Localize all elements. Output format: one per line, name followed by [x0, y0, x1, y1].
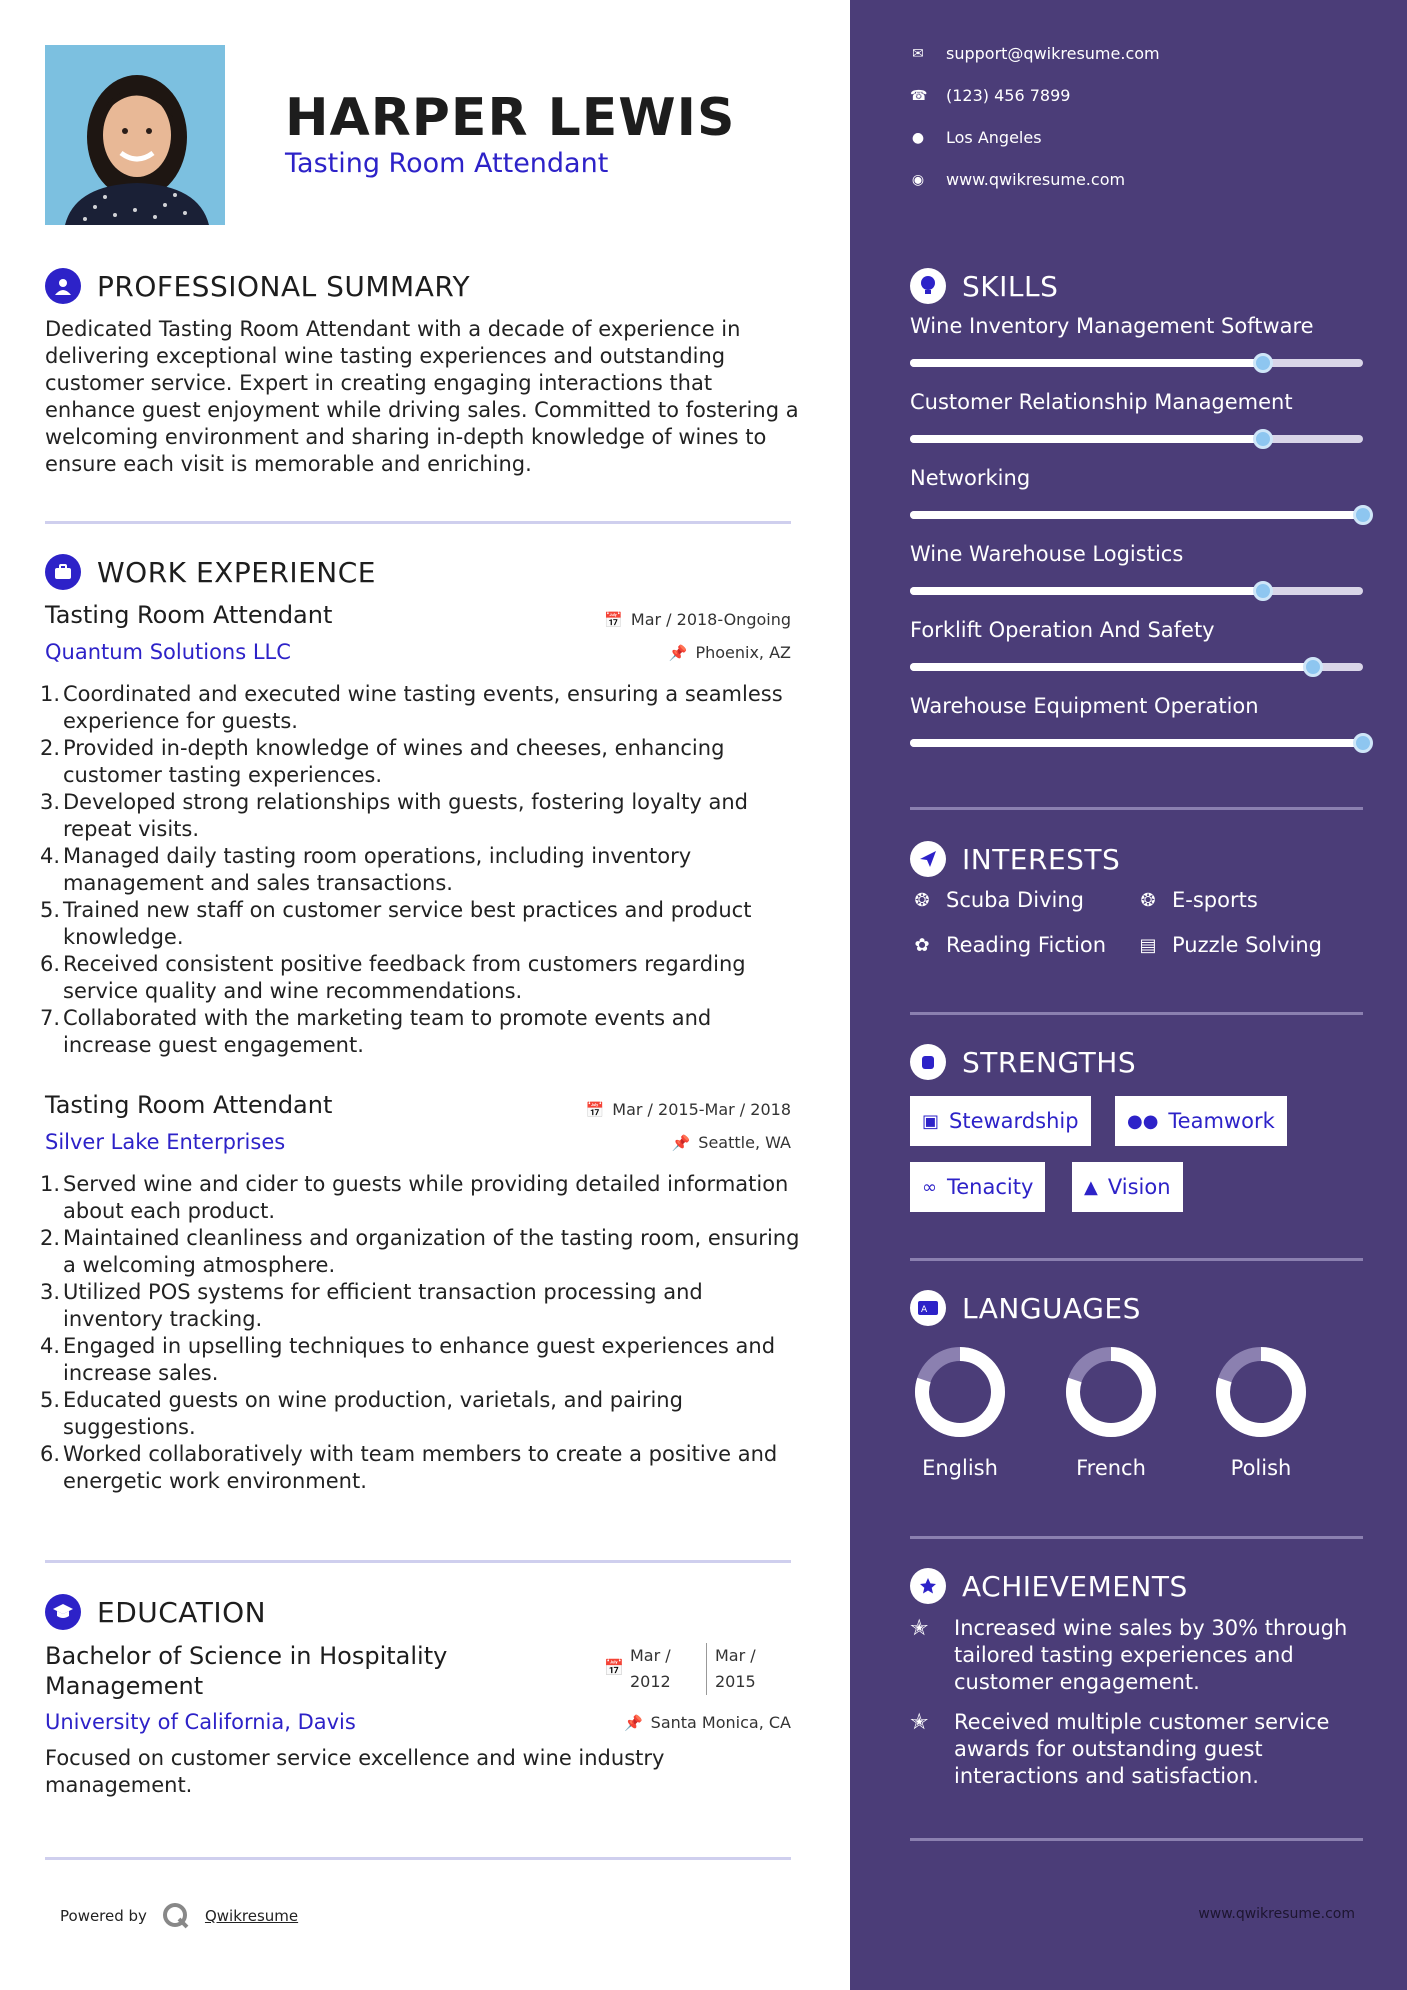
- qwikresume-link[interactable]: Qwikresume: [204, 1907, 299, 1925]
- achievement-item: [910, 1709, 1363, 1790]
- strength-tag: [910, 1162, 1045, 1212]
- strength-label: Vision: [1107, 1175, 1171, 1199]
- job-role: Tasting Room Attendant: [45, 1091, 333, 1119]
- skill-label: Wine Warehouse Logistics: [910, 542, 1184, 566]
- contact-website: [910, 170, 1125, 189]
- bullet-text: Engaged in upselling techniques to enhance guest experiences and increase sales.: [63, 1334, 776, 1385]
- language-label: French: [1076, 1456, 1146, 1480]
- job-location: [669, 643, 791, 662]
- calendar-icon: 📅: [604, 1658, 624, 1677]
- divider: [910, 1536, 1363, 1539]
- skill-label: Customer Relationship Management: [910, 390, 1293, 414]
- education-title: EDUCATION: [97, 1595, 267, 1629]
- contact-location-text: Los Angeles: [946, 128, 1042, 147]
- skill-bar: [910, 587, 1363, 595]
- interests-title: INTERESTS: [962, 842, 1121, 876]
- candidate-title: Tasting Room Attendant: [285, 148, 609, 179]
- job-bullet-list: [40, 1171, 800, 1495]
- skill-level-knob: [1253, 429, 1273, 449]
- pin-icon: 📌: [668, 643, 688, 662]
- bullet-number: 3.: [40, 790, 61, 814]
- footer-website[interactable]: www.qwikresume.com: [1198, 1906, 1355, 1922]
- interests-heading: [910, 841, 1120, 877]
- languages-title: LANGUAGES: [962, 1291, 1141, 1325]
- strength-label: Teamwork: [1168, 1109, 1275, 1133]
- graduation-cap-icon: [45, 1594, 81, 1630]
- degree-line: Management: [45, 1672, 204, 1700]
- qwikresume-logo-icon: [161, 1901, 191, 1931]
- edu-start-month: Mar /: [630, 1646, 671, 1665]
- bullet-number: 2.: [40, 1226, 61, 1250]
- candidate-name: HARPER LEWIS: [285, 88, 736, 148]
- strengths-title: STRENGTHS: [962, 1045, 1137, 1079]
- strengths-heading: [910, 1044, 1136, 1080]
- achievement-item: [910, 1615, 1363, 1696]
- divider: [45, 521, 791, 524]
- job-bullet: [40, 1387, 800, 1441]
- contact-website-text[interactable]: www.qwikresume.com: [946, 170, 1126, 189]
- edu-start-date: [630, 1643, 671, 1695]
- interest-label: Reading Fiction: [946, 933, 1107, 957]
- star-icon: ✭: [910, 1616, 929, 1641]
- bullet-text: Provided in-depth knowledge of wines and cheeses, enhancing customer tasting experiences.: [63, 736, 725, 787]
- interest-item: [1136, 888, 1258, 912]
- globe-icon: ◉: [911, 171, 925, 188]
- language-label: Polish: [1230, 1456, 1292, 1480]
- skills-heading: [910, 268, 1058, 304]
- language-ring: [1063, 1344, 1159, 1440]
- bullet-text: Worked collaboratively with team members to create a positive and energetic work environment.: [63, 1442, 778, 1493]
- job-bullet-list: [40, 681, 800, 1059]
- job-location-text: Seattle, WA: [698, 1133, 791, 1152]
- phone-icon: ☎: [910, 87, 928, 104]
- school: University of California, Davis: [45, 1710, 356, 1734]
- job-dates-text: Mar / 2018-Ongoing: [630, 610, 791, 629]
- skill-bar-fill: [910, 663, 1313, 671]
- bullet-text: Utilized POS systems for efficient transaction processing and inventory tracking.: [63, 1280, 703, 1331]
- binoculars-icon: ▲: [1084, 1176, 1098, 1198]
- skills-title: SKILLS: [962, 269, 1059, 303]
- strength-label: Tenacity: [947, 1175, 1034, 1199]
- skill-level-knob: [1353, 505, 1373, 525]
- map-marker-icon: ●: [911, 129, 925, 146]
- skill-bar: [910, 511, 1363, 519]
- bullet-number: 7.: [40, 1006, 61, 1030]
- paper-plane-icon: [910, 841, 946, 877]
- skill-bar-fill: [910, 359, 1263, 367]
- briefcase-icon: [45, 554, 81, 590]
- interest-item: [910, 888, 1084, 912]
- skill-level-knob: [1253, 353, 1273, 373]
- bullet-text: Managed daily tasting room operations, including inventory management and sales transactions.: [63, 844, 692, 895]
- bullet-number: 5.: [40, 898, 61, 922]
- languages-heading: [910, 1290, 1141, 1326]
- skill-bar-fill: [910, 739, 1363, 747]
- skill-level-knob: [1253, 581, 1273, 601]
- edu-end-date: [706, 1643, 756, 1695]
- user-icon: [45, 268, 81, 304]
- strength-tag: [1115, 1096, 1287, 1146]
- job-location: [672, 1133, 791, 1152]
- link-icon: ∞: [922, 1176, 937, 1198]
- skill-bar-fill: [910, 435, 1263, 443]
- job-bullet: [40, 681, 800, 735]
- job-bullet: [40, 789, 800, 843]
- interest-label: Puzzle Solving: [1172, 933, 1322, 957]
- divider: [910, 1258, 1363, 1261]
- language-card-icon: [910, 1290, 946, 1326]
- gamepad-icon: ✿: [914, 934, 930, 956]
- divider: [45, 1560, 791, 1563]
- briefcase-icon: ▣: [922, 1110, 940, 1132]
- edu-description: Focused on customer service excellence and wine industry management.: [45, 1746, 665, 1797]
- job-dates: [604, 610, 791, 629]
- experience-title: WORK EXPERIENCE: [97, 555, 376, 589]
- job-company: Quantum Solutions LLC: [45, 640, 291, 664]
- job-bullet: [40, 897, 800, 951]
- achievement-text: Received multiple customer service awards for outstanding guest interactions and satisfaction.: [954, 1710, 1330, 1788]
- summary-text: Dedicated Tasting Room Attendant with a decade of experience in delivering exceptional wine tasting experiences and outstanding customer service. Expert in creating engaging interactions that enhance guest enjoyment while driving sales. Committed to fostering a welcoming environment and sharing in-depth knowledge of wines to ensure each visit is memorable and enriching.: [45, 317, 799, 476]
- language-item: [1063, 1344, 1159, 1480]
- svg-text:A: A: [921, 1305, 928, 1315]
- education-heading: [45, 1594, 266, 1630]
- language-item: [1213, 1344, 1309, 1480]
- degree: [45, 1641, 447, 1701]
- job-bullet: [40, 1279, 800, 1333]
- pin-icon: 📌: [623, 1713, 643, 1732]
- bullet-number: 1.: [40, 682, 61, 706]
- skill-bar: [910, 663, 1363, 671]
- bullet-number: 3.: [40, 1280, 61, 1304]
- bullet-text: Educated guests on wine production, varietals, and pairing suggestions.: [63, 1388, 683, 1439]
- job-bullet: [40, 1171, 800, 1225]
- contact-email-text[interactable]: support@qwikresume.com: [946, 44, 1160, 63]
- job-location-text: Phoenix, AZ: [695, 643, 791, 662]
- bullet-text: Maintained cleanliness and organization of the tasting room, ensuring a welcoming atmosphere.: [63, 1226, 800, 1277]
- job-bullet: [40, 1225, 800, 1279]
- contact-phone-text: (123) 456 7899: [946, 86, 1071, 105]
- bullet-text: Coordinated and executed wine tasting events, ensuring a seamless experience for guests.: [63, 682, 783, 733]
- sidebar: [850, 0, 1407, 1990]
- calendar-icon: 📅: [604, 610, 623, 629]
- contact-email: [910, 44, 1160, 63]
- achievement-text: Increased wine sales by 30% through tailored tasting experiences and customer engagement.: [954, 1616, 1348, 1694]
- edu-end-month: Mar /: [715, 1646, 756, 1665]
- book-icon: ▤: [1139, 934, 1157, 956]
- powered-by-label: Powered by: [60, 1907, 147, 1925]
- bullet-number: 6.: [40, 952, 61, 976]
- language-label: English: [922, 1456, 998, 1480]
- skill-level-knob: [1303, 657, 1323, 677]
- bullet-text: Trained new staff on customer service best practices and product knowledge.: [63, 898, 752, 949]
- star-badge-icon: [910, 1568, 946, 1604]
- job-company: Silver Lake Enterprises: [45, 1130, 286, 1154]
- users-icon: ●●: [1127, 1110, 1159, 1132]
- bullet-text: Collaborated with the marketing team to promote events and increase guest engagement.: [63, 1006, 712, 1057]
- language-ring: [1213, 1344, 1309, 1440]
- divider: [910, 1838, 1363, 1841]
- envelope-icon: ✉: [912, 45, 924, 62]
- language-ring: [912, 1344, 1008, 1440]
- bullet-number: 4.: [40, 1334, 61, 1358]
- skill-level-knob: [1353, 733, 1373, 753]
- interest-item: [1136, 933, 1322, 957]
- edu-location-text: Santa Monica, CA: [650, 1713, 791, 1732]
- fist-icon: [910, 1044, 946, 1080]
- edu-location: [624, 1713, 791, 1732]
- star-icon: ✭: [910, 1710, 929, 1735]
- job-bullet: [40, 951, 800, 1005]
- job-bullet: [40, 1005, 800, 1059]
- skill-label: Warehouse Equipment Operation: [910, 694, 1259, 718]
- divider: [910, 807, 1363, 810]
- interest-label: E-sports: [1172, 888, 1258, 912]
- pin-icon: 📌: [671, 1133, 691, 1152]
- skill-label: Networking: [910, 466, 1031, 490]
- language-item: [912, 1344, 1008, 1480]
- skill-label: Forklift Operation And Safety: [910, 618, 1215, 642]
- strength-tag: [1072, 1162, 1183, 1212]
- bullet-number: 2.: [40, 736, 61, 760]
- job-bullet: [40, 1441, 800, 1495]
- skill-bar: [910, 359, 1363, 367]
- bullet-text: Received consistent positive feedback from customers regarding service quality and wine recommendations.: [63, 952, 746, 1003]
- job-dates-text: Mar / 2015-Mar / 2018: [612, 1100, 791, 1119]
- bullet-number: 4.: [40, 844, 61, 868]
- divider: [45, 1857, 791, 1860]
- strength-label: Stewardship: [949, 1109, 1079, 1133]
- summary-title: PROFESSIONAL SUMMARY: [97, 269, 471, 303]
- skill-bar-fill: [910, 511, 1363, 519]
- summary-heading: [45, 268, 470, 304]
- achievements-title: ACHIEVEMENTS: [962, 1569, 1188, 1603]
- achievements-heading: [910, 1568, 1188, 1604]
- contact-phone: [910, 86, 1070, 105]
- strength-tag: [910, 1096, 1091, 1146]
- job-role: Tasting Room Attendant: [45, 601, 333, 629]
- bullet-number: 6.: [40, 1442, 61, 1466]
- degree-line: Bachelor of Science in Hospitality: [45, 1642, 448, 1670]
- lightbulb-icon: [910, 268, 946, 304]
- skill-bar: [910, 435, 1363, 443]
- skill-label: Wine Inventory Management Software: [910, 314, 1314, 338]
- bullet-number: 5.: [40, 1388, 61, 1412]
- skill-bar: [910, 739, 1363, 747]
- bullet-number: 1.: [40, 1172, 61, 1196]
- skill-bar-fill: [910, 587, 1263, 595]
- job-dates: [586, 1100, 791, 1119]
- job-bullet: [40, 1333, 800, 1387]
- interest-label: Scuba Diving: [946, 888, 1084, 912]
- experience-heading: [45, 554, 376, 590]
- job-bullet: [40, 843, 800, 897]
- interest-item: [910, 933, 1106, 957]
- profile-photo: [45, 45, 225, 225]
- calendar-icon: 📅: [585, 1100, 605, 1119]
- edu-start-year: 2012: [630, 1672, 671, 1691]
- job-bullet: [40, 735, 800, 789]
- powered-by: [60, 1901, 298, 1931]
- lifebuoy-icon: ❂: [1140, 889, 1156, 911]
- lifebuoy-icon: ❂: [914, 889, 930, 911]
- bullet-text: Served wine and cider to guests while providing detailed information about each product.: [63, 1172, 789, 1223]
- bullet-text: Developed strong relationships with guests, fostering loyalty and repeat visits.: [63, 790, 748, 841]
- divider: [910, 1012, 1363, 1015]
- contact-location: [910, 128, 1042, 147]
- edu-end-year: 2015: [715, 1672, 756, 1691]
